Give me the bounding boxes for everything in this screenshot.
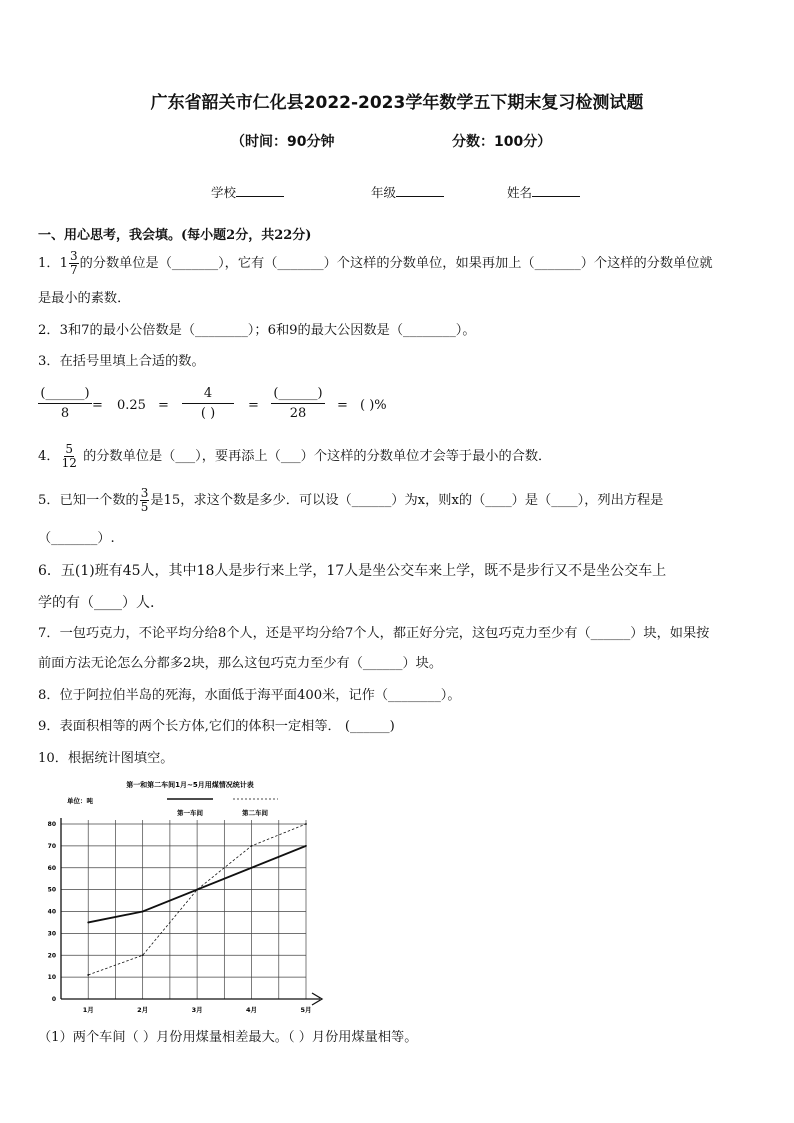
question-7: 7．一包巧克力，不论平均分给8个人，还是平均分给7个人，都正好分完，这包巧克力至少有（______）块，如果按 xyxy=(38,626,710,641)
frac-a: (______) 8 xyxy=(38,386,92,421)
data-point xyxy=(87,974,89,976)
question-5: 5．已知一个数的 $\frac{3}{5}$ 是15，求这个数是多少．可以设（______）为x，则x的（____）是（____），列出方程是 xyxy=(38,486,664,514)
x-tick-label: 2月 xyxy=(137,1006,149,1014)
equals: = xyxy=(248,398,259,413)
unit-label: 单位：吨 xyxy=(67,797,93,805)
y-tick-label: 80 xyxy=(47,821,56,828)
school-label: 学校 xyxy=(211,185,237,200)
x-tick-label: 3月 xyxy=(191,1006,203,1014)
equals: = xyxy=(158,398,169,413)
y-tick-label: 40 xyxy=(47,908,56,916)
percent-blank[interactable]: ( )% xyxy=(360,398,387,413)
mixed-whole: 1 xyxy=(59,256,68,271)
y-tick-label: 20 xyxy=(47,952,56,960)
legend-series-1: 第一车间 xyxy=(177,809,203,817)
fraction: $\frac{3}{7}$ xyxy=(69,249,78,277)
fraction: $\frac{5}{12}$ xyxy=(61,442,77,470)
x-tick-label: 4月 xyxy=(246,1006,258,1014)
frac-c: (______) 28 xyxy=(271,386,325,421)
question-10: 10．根据统计图填空。 xyxy=(38,751,174,766)
question-5-cont: （_______）. xyxy=(38,531,115,546)
data-point xyxy=(196,889,198,891)
decimal: 0.25 xyxy=(117,398,146,413)
question-7-cont: 前面方法无论怎么分都多2块，那么这包巧克力至少有（______）块。 xyxy=(38,656,443,671)
section-title: 一、用心思考，我会填。(每小题2分，共22分) xyxy=(38,228,312,243)
y-tick-label: 50 xyxy=(47,886,56,894)
name-label: 姓名 xyxy=(507,185,533,200)
y-tick-label: 0 xyxy=(51,996,56,1003)
data-point xyxy=(305,823,307,825)
name-blank[interactable] xyxy=(532,184,580,197)
data-point xyxy=(142,954,144,956)
question-1-cont: 是最小的素数． xyxy=(38,291,131,306)
chart-title: 第一和第二车间1月~5月用煤情况统计表 xyxy=(126,781,254,789)
data-point xyxy=(251,845,253,847)
question-9: 9．表面积相等的两个长方体,它们的体积一定相等． (______) xyxy=(38,719,395,734)
line-chart xyxy=(40,772,340,1017)
legend-series-2: 第二车间 xyxy=(242,809,268,817)
fraction: $\frac{3}{5}$ xyxy=(140,486,149,514)
name-field[interactable] xyxy=(507,183,580,201)
school-field[interactable] xyxy=(211,183,284,201)
question-8: 8．位于阿拉伯半岛的死海，水面低于海平面400米，记作（________）。 xyxy=(38,688,461,703)
y-tick-label: 60 xyxy=(47,864,56,872)
frac-b: 4 ( ) xyxy=(182,386,234,421)
y-tick-label: 30 xyxy=(47,930,56,938)
data-point xyxy=(251,867,253,869)
grade-blank[interactable] xyxy=(396,184,444,197)
question-4: 4． $\frac{5}{12}$ 的分数单位是（___），要再添上（___）个这样的分数单位才会等于最小的合数． xyxy=(38,442,552,470)
page-title: 广东省韶关市仁化县2022-2023学年数学五下期末复习检测试题 xyxy=(150,93,644,113)
grade-label: 年级 xyxy=(371,185,397,200)
data-point xyxy=(87,922,89,924)
question-1: 1．1 $\frac{3}{7}$ 的分数单位是（_______），它有（_______）个这样的分数单位，如果再加上（_______）个这样的分数单位就 xyxy=(38,249,713,277)
x-tick-label: 1月 xyxy=(82,1006,94,1014)
data-point xyxy=(142,911,144,913)
y-tick-label: 10 xyxy=(47,974,56,982)
y-tick-label: 70 xyxy=(47,842,56,850)
school-blank[interactable] xyxy=(236,184,284,197)
question-3: 3．在括号里填上合适的数。 xyxy=(38,354,205,369)
question-6: 6．五(1)班有45人，其中18人是步行来上学，17人是坐公交车来上学，既不是步行又不是坐公交车上 xyxy=(38,563,667,579)
exam-time: （时间：90分钟 xyxy=(231,134,335,150)
grade-field[interactable] xyxy=(371,183,444,201)
x-tick-label: 5月 xyxy=(300,1006,312,1014)
data-point xyxy=(305,845,307,847)
equals: = xyxy=(337,398,348,413)
question-6-cont: 学的有（____）人. xyxy=(38,595,155,611)
question-2: 2．3和7的最小公倍数是（________）；6和9的最大公因数是（________）。 xyxy=(38,323,476,338)
equals: = xyxy=(92,398,103,413)
exam-score: 分数：100分） xyxy=(452,134,552,150)
question-10-1: （1）两个车间（ ）月份用煤量相差最大。（ ）月份用煤量相等。 xyxy=(38,1030,418,1045)
